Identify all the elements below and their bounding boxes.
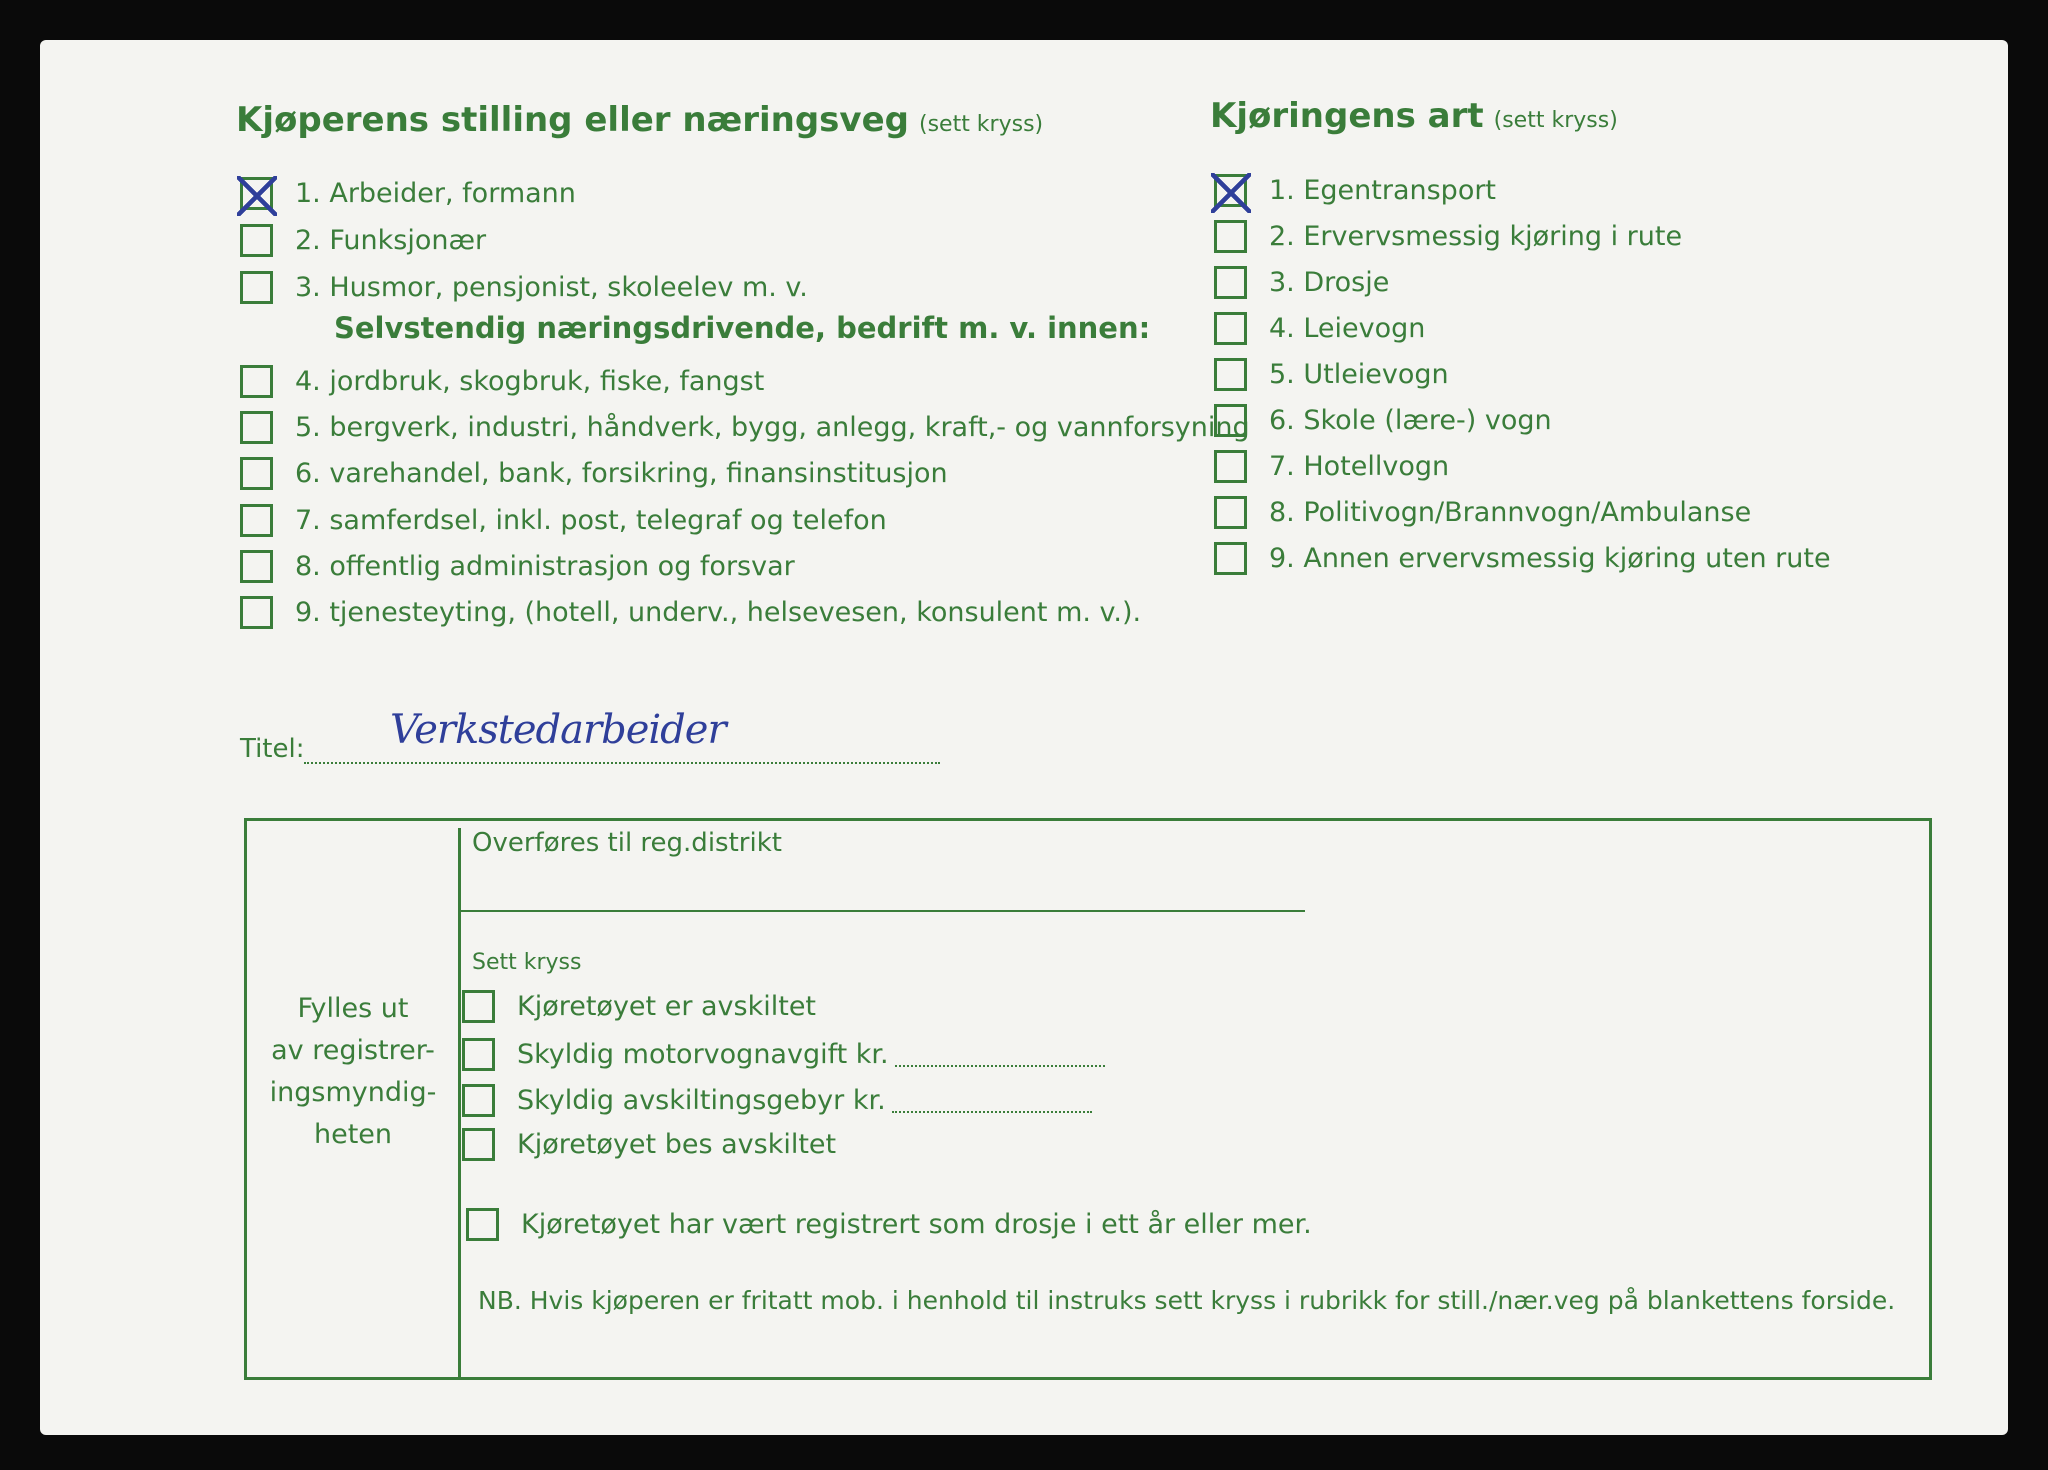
option-label: 2. Funksjonær: [295, 224, 487, 256]
driving-type-title: Kjøringens art: [1210, 96, 1484, 136]
occupation-option-8[interactable]: [240, 546, 795, 586]
option-label: 1. Arbeider, formann: [295, 177, 576, 209]
checkbox[interactable]: [240, 271, 273, 304]
option-label: 8. offentlig administrasjon og forsvar: [295, 550, 795, 582]
checkbox[interactable]: [1214, 220, 1247, 253]
option-label: Skyldig avskiltingsgebyr kr.: [517, 1084, 886, 1116]
amount-dotted-line[interactable]: [892, 1087, 1092, 1113]
buyer-occupation-heading: [236, 100, 1043, 140]
option-label: 6. Skole (lære-) vogn: [1269, 404, 1552, 436]
checkbox[interactable]: [240, 365, 273, 398]
checkbox[interactable]: [1214, 542, 1247, 575]
occupation-option-6[interactable]: [240, 453, 948, 493]
checkbox[interactable]: [1214, 404, 1247, 437]
buyer-occupation-title: Kjøperens stilling eller næringsveg: [236, 100, 909, 140]
checkbox[interactable]: [462, 1128, 495, 1161]
registry-side-label: [250, 988, 456, 1156]
occupation-option-3[interactable]: [240, 267, 808, 307]
side-label-line: av registrer-: [271, 1035, 435, 1066]
registry-option-4[interactable]: [462, 1124, 836, 1164]
option-label: Kjøretøyet bes avskiltet: [517, 1128, 837, 1160]
driving-option-9[interactable]: [1214, 538, 1831, 578]
registry-option-2[interactable]: [462, 1034, 1105, 1074]
driving-type-note: (sett kryss): [1493, 108, 1618, 133]
transfer-line[interactable]: [460, 910, 1305, 912]
checkbox-checked[interactable]: [240, 177, 273, 210]
option-label: 5. Utleievogn: [1269, 358, 1449, 390]
occupation-option-2[interactable]: [240, 220, 486, 260]
option-label: 2. Ervervsmessig kjøring i rute: [1269, 220, 1683, 252]
occupation-option-1[interactable]: [240, 173, 576, 213]
registry-option-3[interactable]: [462, 1080, 1092, 1120]
driving-option-6[interactable]: [1214, 400, 1552, 440]
option-label: 7. Hotellvogn: [1269, 450, 1450, 482]
option-label: 1. Egentransport: [1269, 174, 1497, 206]
driving-option-8[interactable]: [1214, 492, 1751, 532]
checkbox[interactable]: [240, 411, 273, 444]
driving-option-4[interactable]: [1214, 308, 1425, 348]
option-label: 9. tjenesteyting, (hotell, underv., helsevesen, konsulent m. v.).: [295, 596, 1142, 628]
nb-note: NB. Hvis kjøperen er fritatt mob. i henhold til instruks sett kryss i rubrikk for still./nær.veg på blankettens forside.: [478, 1286, 1896, 1315]
registry-option-1[interactable]: [462, 986, 816, 1026]
checkbox[interactable]: [240, 224, 273, 257]
checkbox[interactable]: [240, 457, 273, 490]
side-label-line: Fylles ut: [297, 993, 409, 1024]
checkbox[interactable]: [1214, 450, 1247, 483]
buyer-occupation-note: (sett kryss): [918, 112, 1044, 137]
driving-option-1[interactable]: [1214, 170, 1496, 210]
occupation-option-4[interactable]: [240, 361, 764, 401]
checkbox[interactable]: [1214, 312, 1247, 345]
driving-option-5[interactable]: [1214, 354, 1449, 394]
option-label: 4. jordbruk, skogbruk, fiske, fangst: [295, 365, 765, 397]
option-label: Skyldig motorvognavgift kr.: [517, 1038, 889, 1070]
option-label: 6. varehandel, bank, forsikring, finansinstitusjon: [295, 457, 948, 489]
checkbox[interactable]: [1214, 266, 1247, 299]
side-label-line: ingsmyndig-: [269, 1077, 437, 1108]
transfer-label: Overføres til reg.distrikt: [472, 828, 782, 858]
option-label: 7. samferdsel, inkl. post, telegraf og telefon: [295, 504, 887, 536]
driving-type-heading: [1210, 96, 1618, 136]
driving-option-3[interactable]: [1214, 262, 1389, 302]
option-label: 9. Annen ervervsmessig kjøring uten rute: [1269, 542, 1831, 574]
checkbox[interactable]: [240, 596, 273, 629]
drosje-option[interactable]: [466, 1204, 1312, 1244]
checkbox[interactable]: [462, 1038, 495, 1071]
title-label: Titel:: [240, 734, 305, 764]
checkbox[interactable]: [466, 1208, 499, 1241]
occupation-option-5[interactable]: [240, 407, 1250, 447]
option-label: 3. Drosje: [1269, 266, 1390, 298]
checkbox[interactable]: [462, 990, 495, 1023]
checkbox[interactable]: [1214, 496, 1247, 529]
amount-dotted-line[interactable]: [895, 1041, 1105, 1067]
occupation-option-9[interactable]: [240, 592, 1141, 632]
option-label: Kjøretøyet har vært registrert som drosje i ett år eller mer.: [521, 1208, 1312, 1240]
option-label: 8. Politivogn/Brannvogn/Ambulanse: [1269, 496, 1752, 528]
driving-option-2[interactable]: [1214, 216, 1682, 256]
option-label: 4. Leievogn: [1269, 312, 1426, 344]
option-label: 5. bergverk, industri, håndverk, bygg, anlegg, kraft,- og vannforsyning: [295, 411, 1250, 443]
title-handwritten-value: Verkstedarbeider: [390, 707, 726, 753]
sett-kryss-label: Sett kryss: [472, 950, 582, 975]
driving-option-7[interactable]: [1214, 446, 1449, 486]
checkbox[interactable]: [240, 550, 273, 583]
checkbox[interactable]: [1214, 358, 1247, 391]
option-label: Kjøretøyet er avskiltet: [517, 990, 817, 1022]
checkbox-checked[interactable]: [1214, 174, 1247, 207]
side-label-line: heten: [313, 1119, 393, 1150]
checkbox[interactable]: [462, 1084, 495, 1117]
occupation-option-7[interactable]: [240, 500, 887, 540]
self-employed-subheading: Selvstendig næringsdrivende, bedrift m. v. innen:: [334, 311, 1151, 345]
checkbox[interactable]: [240, 504, 273, 537]
option-label: 3. Husmor, pensjonist, skoleelev m. v.: [295, 271, 808, 303]
